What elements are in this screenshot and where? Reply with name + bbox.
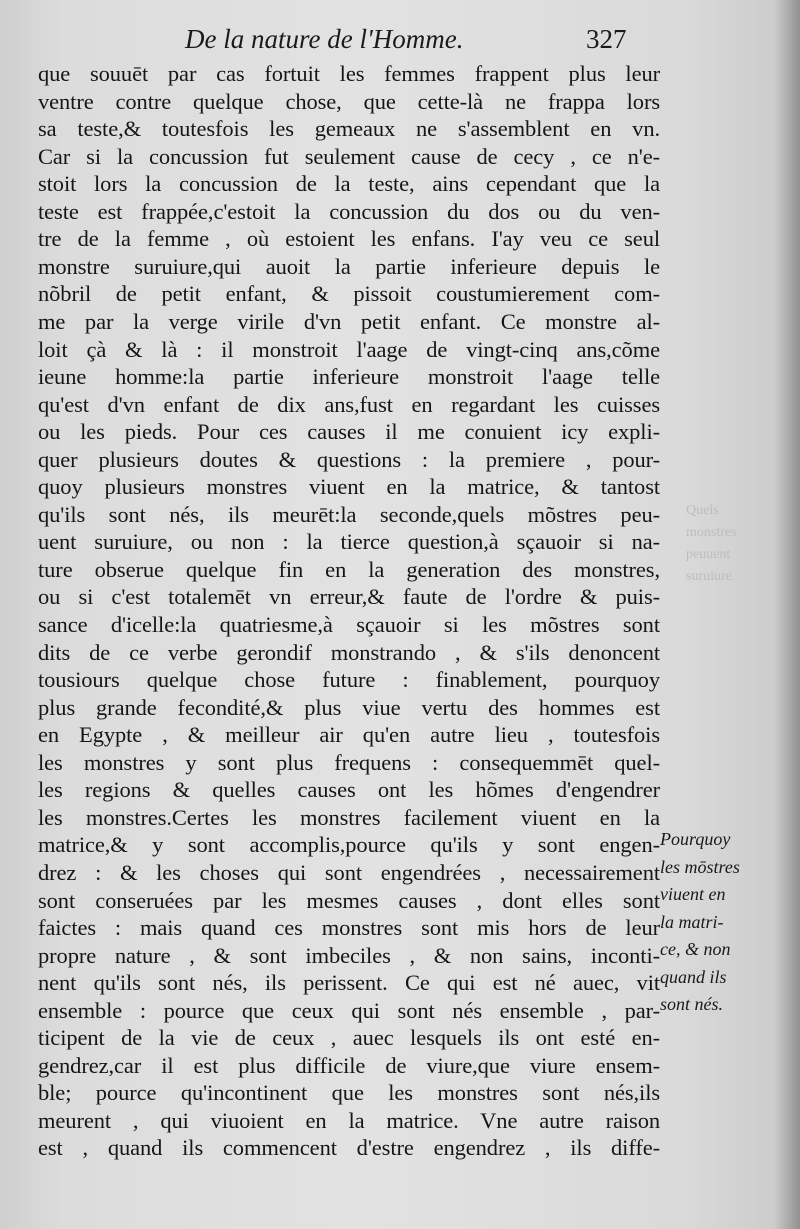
text-line: sont conseruées par les mesmes causes , dont elles sont xyxy=(38,887,660,913)
text-line: quoy plusieurs monstres viuent en la matrice, & tantost xyxy=(38,474,660,500)
page-number: 327 xyxy=(586,24,627,54)
text-line: les monstres.Certes les monstres facilement viuent en la xyxy=(38,804,660,830)
bleed-line: monstres xyxy=(686,525,737,540)
text-line: monstre suruiure,qui auoit la partie inferieure depuis le xyxy=(38,253,660,279)
text-line: en Egypte , & meilleur air qu'en autre lieu , toutesfois xyxy=(38,722,660,748)
text-line: stoit lors la concussion de la teste, ains cependant que la xyxy=(38,171,660,197)
marginal-note-line: Pourquoy xyxy=(660,829,731,849)
text-line: ensemble : pource que ceux qui sont nés ensemble , par- xyxy=(38,997,660,1023)
text-line: faictes : mais quand ces monstres sont mis hors de leur xyxy=(38,915,660,941)
text-line: nent qu'ils sont nés, ils perissent. Ce qui est né auec, vit xyxy=(38,970,660,996)
text-line: loit çà & là : il monstroit l'aage de vingt-cinq ans,cõme xyxy=(38,336,660,362)
bleed-line: suruiure. xyxy=(686,569,736,584)
text-line: sa teste,& toutesfois les gemeaux ne s'assemblent en vn. xyxy=(38,116,660,142)
bleed-line: peuuent xyxy=(686,547,731,562)
text-line: uent suruiure, ou non : la tierce question,à sçauoir si na- xyxy=(38,529,660,555)
text-line: Car si la concussion fut seulement cause de cecy , ce n'e- xyxy=(38,143,660,169)
marginal-note-line: sont nés. xyxy=(660,994,723,1014)
marginal-note-line: la matri- xyxy=(660,911,724,932)
text-line: meurent , qui viuoient en la matrice. Vne autre raison xyxy=(38,1107,660,1133)
text-line: drez : & les choses qui sont engendrées , necessairement xyxy=(38,859,660,885)
page-header xyxy=(0,24,800,64)
text-line: tre de la femme , où estoient les enfans. I'ay veu ce seul xyxy=(38,226,660,252)
text-line: que souuēt par cas fortuit les femmes frappent plus leur xyxy=(38,61,660,86)
page-edge-shadow xyxy=(774,0,800,1229)
text-line: me par la verge virile d'vn petit enfant. Ce monstre al- xyxy=(38,308,660,334)
text-line: qu'est d'vn enfant de dix ans,fust en regardant les cuisses xyxy=(38,391,660,417)
text-line: ticipent de la vie de ceux , auec lesquels ils ont esté en- xyxy=(38,1025,660,1051)
text-line: ture obserue quelque fin en la generation des monstres, xyxy=(38,556,660,582)
text-line: sance d'icelle:la quatriesme,à sçauoir si les mõstres sont xyxy=(38,612,660,637)
text-line: dits de ce verbe gerondif monstrando , & s'ils denoncent xyxy=(38,639,660,665)
text-line: gendrez,car il est plus difficile de viure,que viure ensem- xyxy=(38,1052,660,1078)
text-line: ieune homme:la partie inferieure monstroit l'aage telle xyxy=(38,364,660,390)
text-line: plus grande fecondité,& plus viue vertu des hommes est xyxy=(38,694,660,720)
marginal-note-line: viuent en xyxy=(660,884,726,904)
text-line: teste est frappée,c'estoit la concussion du dos ou du ven- xyxy=(38,198,660,224)
text-line: est , quand ils commencent d'estre engendrez , ils diffe- xyxy=(38,1135,660,1161)
text-line: tousiours quelque chose future : finablement, pourquoy xyxy=(38,667,660,693)
text-line: matrice,& y sont accomplis,pource qu'ils y sont engen- xyxy=(38,832,660,858)
text-line: propre nature , & sont imbeciles , & non sains, inconti- xyxy=(38,942,660,968)
text-line: nõbril de petit enfant, & pissoit coustumierement com- xyxy=(38,281,660,307)
text-line: quer plusieurs doutes & questions : la premiere , pour- xyxy=(38,446,660,472)
marginal-note-line: les mōstres xyxy=(660,856,740,877)
bleed-line: Quels xyxy=(686,503,719,518)
text-line: les regions & quelles causes ont les hõmes d'engendrer xyxy=(38,777,660,803)
marginal-note-line: ce, & non xyxy=(660,939,731,959)
marginal-note-line: quand ils xyxy=(660,966,727,987)
text-line: ventre contre quelque chose, que cette-là ne frappa lors xyxy=(38,88,660,114)
text-line: les monstres y sont plus frequens : consequemmēt quel- xyxy=(38,749,660,775)
text-line: ou les pieds. Pour ces causes il me conuient icy expli- xyxy=(38,419,660,445)
running-title: De la nature de l'Homme. xyxy=(185,24,464,54)
text-line: ble; pource qu'incontinent que les monstres sont nés,ils xyxy=(38,1080,660,1106)
text-line: qu'ils sont nés, ils meurēt:la seconde,quels mõstres peu- xyxy=(38,501,660,527)
bleed-through-text xyxy=(686,500,737,588)
text-line: ou si c'est totalemēt vn erreur,& faute de l'ordre & puis- xyxy=(38,584,660,610)
